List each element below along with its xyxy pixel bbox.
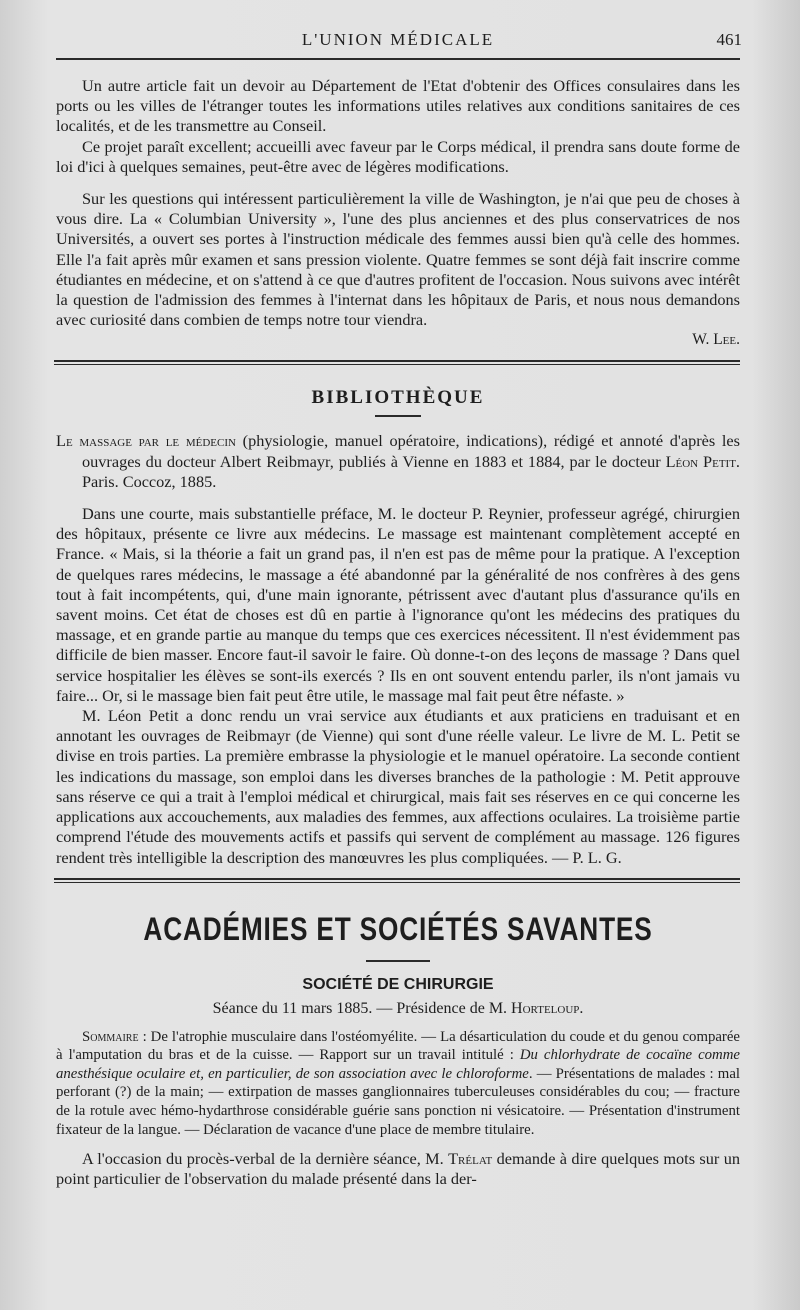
president-name: Horteloup [511,999,580,1017]
review-paragraph: M. Léon Petit a donc rendu un vrai service aux étudiants et aux praticiens en traduisant et en annotant les ouvrages de Reibmayr (de Vienne) qui sont d'une réelle valeur. Le livre de M. L. Petit se divise en trois parties. La première embrasse la physiologie et le manuel opératoire. La seconde contient les indications du massage, son emploi dans les diverses branches de la pathologie : M. Petit approuve sans réserve ce qui a trait à l'emploi médical et chirurgical, mais fait ses réserves en ce qui concerne les applications aux accouchements, aux maladies des femmes, aux affections oculaires. La troisième partie comprend l'étude des mouvements actifs et passifs qui servent de complément au massage. 126 figures rendent très intelligible la description des manœuvres les plus compliquées. — P. L. G. [56,706,740,867]
section-title: BIBLIOTHÈQUE [311,387,485,409]
speaker-name: Trélat [448,1149,493,1169]
section-divider [54,360,740,365]
session-paragraph: A l'occasion du procès-verbal de la dernière séance, M. Trélat demande à dire quelques mots sur un point particulier de l'observation du malade présenté dans la der- [56,1149,741,1189]
review-paragraph: Dans une courte, mais substantielle préface, M. le docteur P. Reynier, professeur agrégé, chirurgien des hôpitaux, présente ce livre aux médecins. Le massage est maintenant complètement accepté en France. « Mais, si la théorie a fait un grand pas, il n'en est pas de même pour la pratique. A l'exception de quelques rares médecins, le massage a été abandonné par la généralité de nos confrères à des gens tout à fait incompétents, qui, d'une main ignorante, pétrissent avec d'autant plus d'assurance qu'ils en savent moins. Cet état de choses est dû en partie à l'ignorance qu'ont les médecins des pratiques du massage, et en grande partie au manque du temps que ces exercices nécessitent. Il n'est évidemment pas difficile de bien masser. Encore faut-il savoir le faire. Où donne-t-on des leçons de massage ? Dans quel service hospitalier les élèves se sont-ils exercés ? Ils en ont souvent entendu parler, ils n'ont jamais vu faire... Or, si le massage bien fait peut être utile, le massage mal fait peut être néfaste. » [56,504,740,705]
title-underline [375,415,421,417]
summary-text: : De l'atrophie musculaire dans l'ostéomyélite. — La désarticulation du coude et du genou comparée à l'amputation du bras et de la cuisse. — Rapport sur un travail intitulé : [56,1028,740,1064]
letter-section [56,76,740,350]
book-author: Léon Petit [665,451,736,471]
academies-section [56,911,740,1190]
letter-paragraph: Un autre article fait un devoir au Département de l'Etat d'obtenir des Offices consulaires dans les ports ou les villes de l'étranger toutes les informations utiles relatives aux conditions sanitaires de ces localités, et de les transmettre au Conseil. [56,76,740,136]
signature-text: W. Lee. [692,331,740,349]
bibliotheque-section [56,387,740,867]
book-publisher: . Paris. Coccoz, 1885. [82,451,740,491]
session-summary [56,1028,740,1140]
society-name: SOCIÉTÉ DE CHIRURGIE [302,975,494,993]
summary-italic-title: Du chlorhydrate de cocaïne comme anesthésique oculaire et, en particulier, de son association avec le chloroforme [56,1047,740,1082]
summary-text: . — Présentations de malades : mal perforant (?) de la main; — extirpation de masses ganglionnaires tuberculeuses considérables du cou; — fracture de la rotule avec hémo-hydarthrose considérable guérie sans ponction ni vésicatoire. — Présentation d'instrument fixateur de la langue. — Déclaration de vacance d'une place de membre titulaire. [56,1065,740,1138]
letter-paragraph: Ce projet paraît excellent; accueilli avec faveur par le Corps médical, il prendra sans doute forme de loi d'ici à quelques semaines, peut-être avec de légères modifications. [56,136,740,176]
session-date: Séance du 11 mars 1885. — Présidence de M. [212,999,512,1017]
page-number: 461 [716,30,742,49]
section-divider [54,878,740,883]
running-head [56,28,740,60]
summary-label: Sommaire [82,1028,139,1045]
session-line: Séance du 11 mars 1885. — Présidence de M. Horteloup. [212,999,584,1017]
title-underline [366,960,430,962]
academies-title: ACADÉMIES ET SOCIÉTÉS SAVANTES [143,910,653,947]
book-citation [56,431,740,492]
letter-paragraph: Sur les questions qui intéressent particulièrement la ville de Washington, je n'ai que peu de choses à vous dire. La « Columbian University », l'une des plus anciennes et des plus conservatrices de nos Universités, a ouvert ses portes à l'instruction médicale des femmes aussi bien qu'à celle des hommes. Elle l'a fait après mûr examen et sans pression violente. Quatre femmes se sont déjà fait inscrire comme étudiantes en médecine, et on s'attend à ce que d'autres profitent de l'occasion. Nous suivons avec intérêt la question de l'admission des femmes à l'internat dans les hôpitaux de Paris, et nous nous demandons avec curiosité dans combien de temps notre tour viendra. [56,189,740,330]
letter-signature [56,330,740,350]
book-citation-text: (physiologie, manuel opératoire, indications), rédigé et annoté d'après les ouvrages du docteur Albert Reibmayr, publiés à Vienne en 1883 et 1884, par le docteur [82,431,740,471]
running-title: L'UNION MÉDICALE [301,30,495,49]
book-title: Le massage par le médecin [56,431,236,451]
